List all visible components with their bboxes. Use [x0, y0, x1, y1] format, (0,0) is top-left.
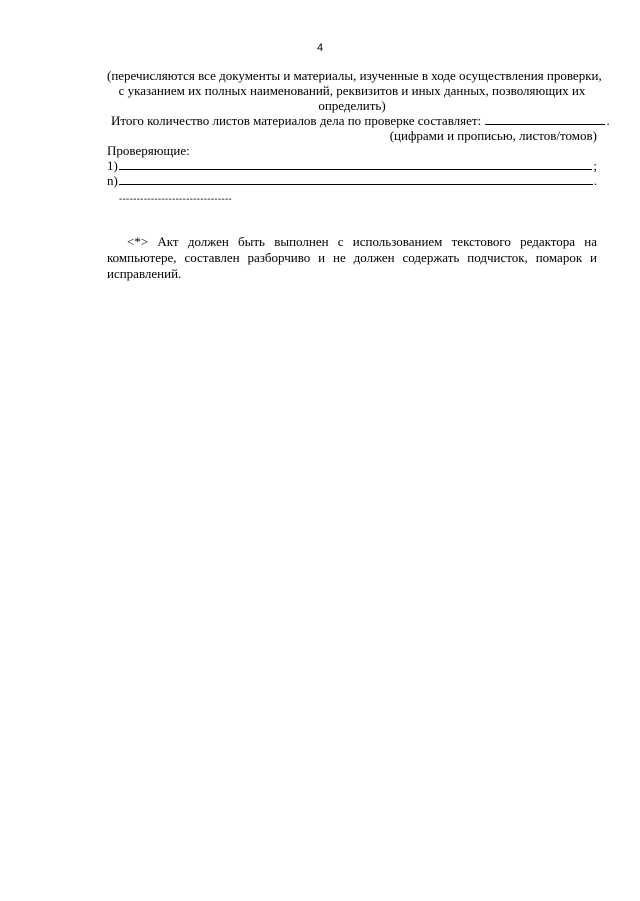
total-sheets-end: .: [606, 113, 610, 128]
inspector-row: [107, 173, 597, 188]
inspector-marker: 1): [107, 158, 118, 173]
documents-note-line-1: (перечисляются все документы и материалы, изученные в ходе осуществления проверки,: [107, 68, 602, 83]
total-sheets-field[interactable]: [485, 113, 605, 125]
document-body: [107, 68, 610, 282]
documents-note: [107, 68, 602, 113]
footnote: <*> Акт должен быть выполнен с использованием текстового редактора на компьютере, составлен разборчиво и не должен содержать подчисток, помарок и исправлений.: [107, 234, 597, 281]
inspector-end: ;: [593, 158, 597, 173]
total-sheets-hint: (цифрами и прописью, листов/томов): [389, 128, 597, 143]
page-number: 4: [316, 42, 324, 54]
documents-note-line-2: с указанием их полных наименований, реквизитов и иных данных, позволяющих их: [118, 83, 586, 98]
inspector-field[interactable]: [119, 173, 593, 185]
inspector-field[interactable]: [119, 158, 593, 170]
inspectors-heading: Проверяющие:: [107, 143, 190, 158]
documents-note-line-3: определить): [318, 98, 386, 113]
total-sheets-label: Итого количество листов материалов дела по проверке составляет:: [111, 113, 482, 128]
footnote-separator: --------------------------------: [119, 194, 232, 205]
inspector-end: .: [593, 173, 597, 188]
inspector-marker: n): [107, 173, 118, 188]
inspector-row: [107, 158, 597, 173]
total-sheets-line: [107, 113, 610, 128]
